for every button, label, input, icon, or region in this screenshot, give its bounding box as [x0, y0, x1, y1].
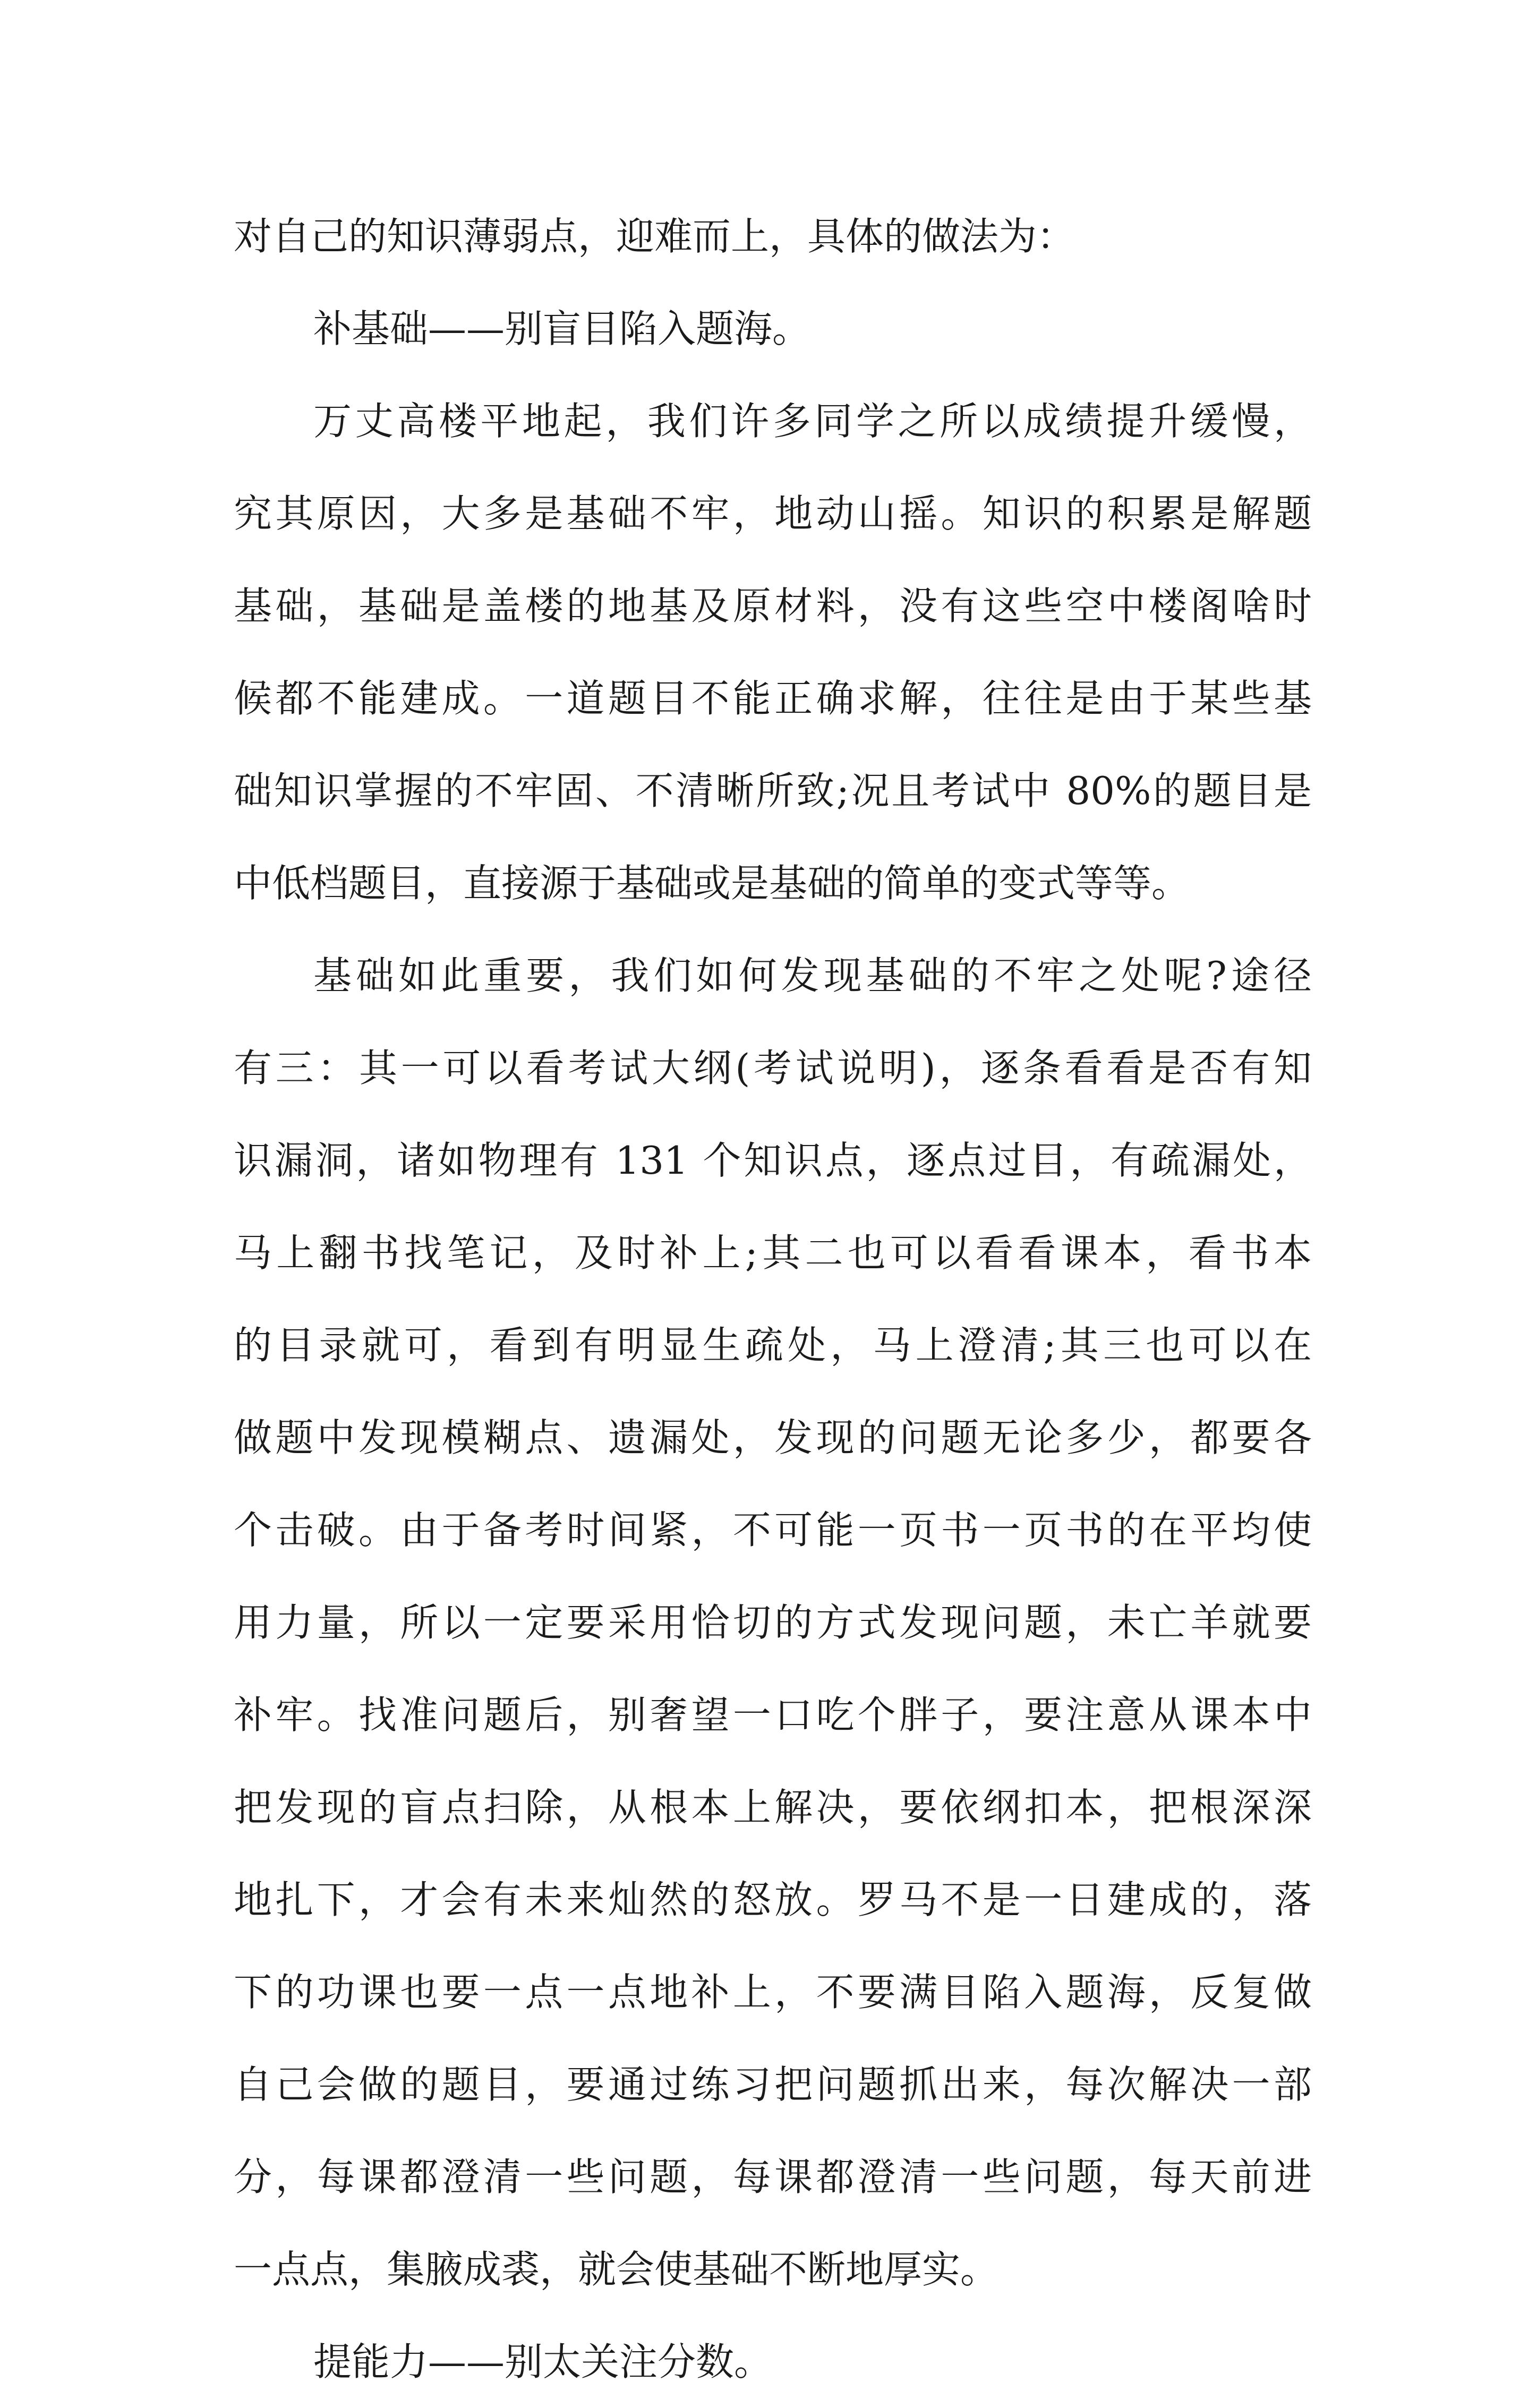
text-line: 分，每课都澄清一些问题，每课都澄清一些问题，每天前进 — [234, 2155, 1312, 2199]
text-line: 的目录就可，看到有明显生疏处，马上澄清;其三也可以在 — [234, 1323, 1312, 1368]
section-heading: 补基础——别盲目陷入题海。 — [313, 306, 811, 351]
text-line: 有三：其一可以看考试大纲(考试说明)，逐条看看是否有知 — [234, 1046, 1312, 1090]
section-heading: 提能力——别太关注分数。 — [313, 2339, 773, 2384]
text-line: 万丈高楼平地起，我们许多同学之所以成绩提升缓慢， — [313, 399, 1312, 443]
text-line: 候都不能建成。一道题目不能正确求解，往往是由于某些基 — [234, 676, 1312, 721]
text-line: 个击破。由于备考时间紧，不可能一页书一页书的在平均使 — [234, 1508, 1312, 1552]
text-line: 做题中发现模糊点、遗漏处，发现的问题无论多少，都要各 — [234, 1415, 1312, 1460]
text-line: 补牢。找准问题后，别奢望一口吃个胖子，要注意从课本中 — [234, 1693, 1312, 1737]
text-line: 基础，基础是盖楼的地基及原材料，没有这些空中楼阁啥时 — [234, 584, 1312, 628]
text-line: 础知识掌握的不牢固、不清晰所致;况且考试中 80%的题目是 — [234, 768, 1312, 813]
text-line: 马上翻书找笔记，及时补上;其二也可以看看课本，看书本 — [234, 1231, 1312, 1275]
text-line: 用力量，所以一定要采用恰切的方式发现问题，未亡羊就要 — [234, 1600, 1312, 1645]
text-line: 识漏洞，诸如物理有 131 个知识点，逐点过目，有疏漏处， — [234, 1138, 1312, 1183]
text-line: 把发现的盲点扫除，从根本上解决，要依纲扣本，把根深深 — [234, 1785, 1312, 1830]
text-line: 究其原因，大多是基础不牢，地动山摇。知识的积累是解题 — [234, 491, 1312, 536]
text-line: 地扎下，才会有未来灿然的怒放。罗马不是一日建成的，落 — [234, 1877, 1312, 1922]
text-line: 中低档题目，直接源于基础或是基础的简单的变式等等。 — [234, 861, 1190, 906]
text-line: 对自己的知识薄弱点，迎难而上，具体的做法为： — [234, 214, 1075, 259]
text-line: 自己会做的题目，要通过练习把问题抓出来，每次解决一部 — [234, 2062, 1312, 2107]
document-body — [234, 190, 1312, 2408]
text-line: 基础如此重要，我们如何发现基础的不牢之处呢?途径 — [313, 953, 1312, 998]
text-line: 一点点，集腋成裘，就会使基础不断地厚实。 — [234, 2247, 999, 2292]
text-line: 下的功课也要一点一点地补上，不要满目陷入题海，反复做 — [234, 1970, 1312, 2014]
